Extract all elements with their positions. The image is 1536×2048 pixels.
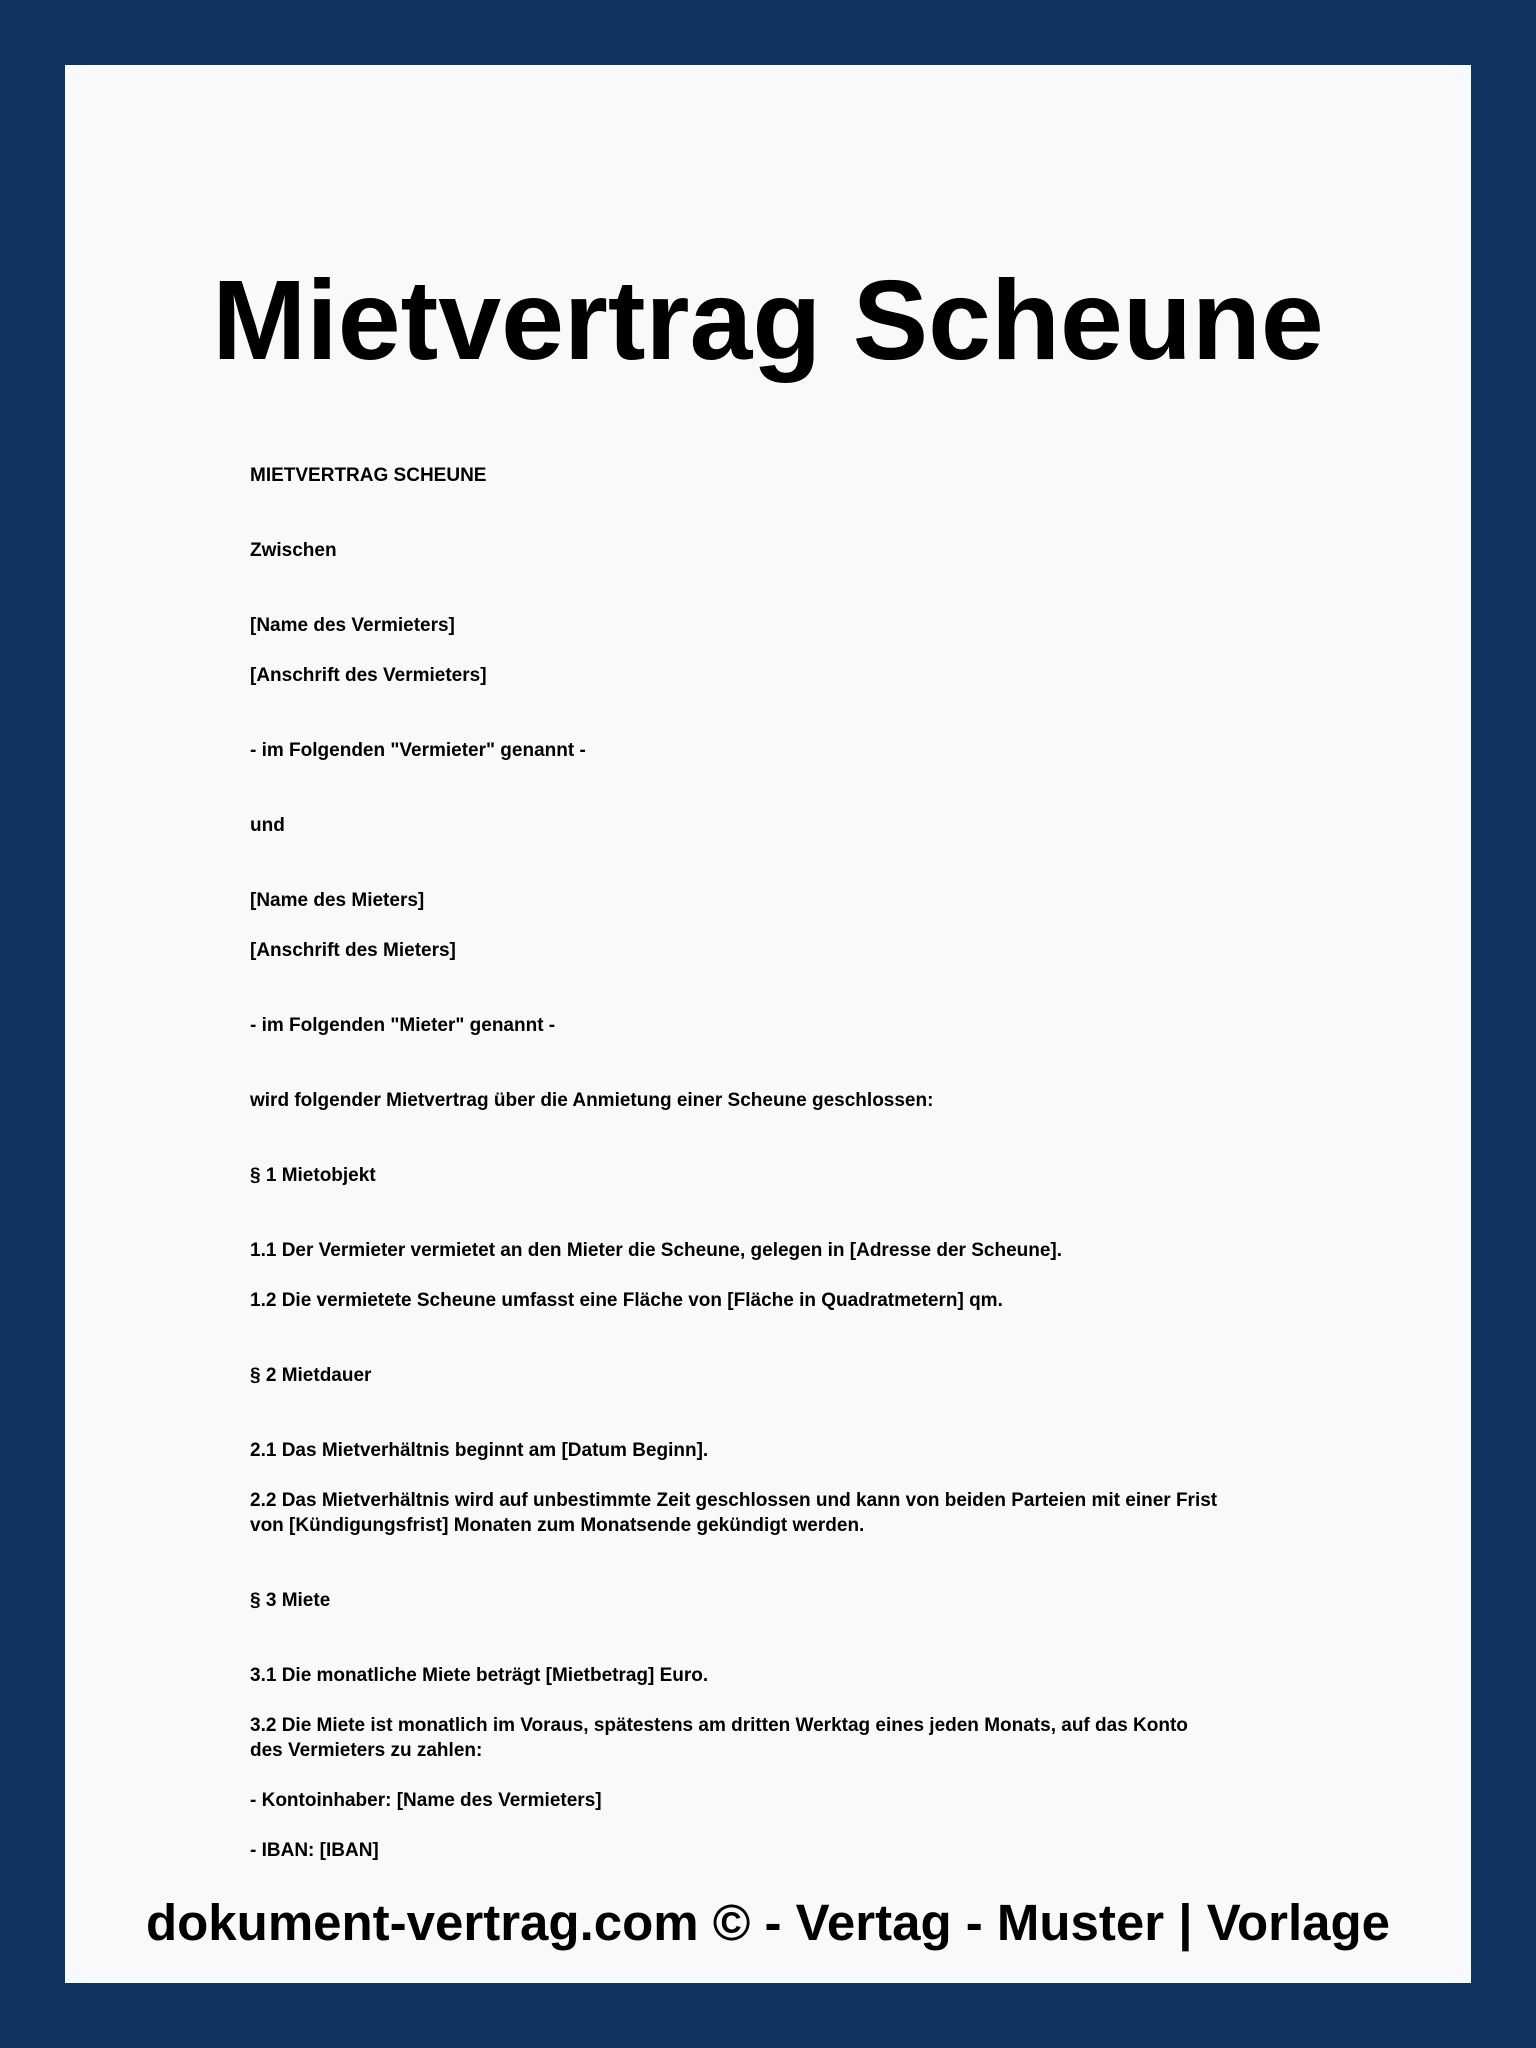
paragraph-line: Zwischen bbox=[250, 540, 337, 561]
paragraph-line: [Name des Mieters] bbox=[250, 890, 425, 911]
contract-heading: MIETVERTRAG SCHEUNE bbox=[250, 465, 487, 486]
paragraph-line: 2.2 Das Mietverhältnis wird auf unbestimmte Zeit geschlossen und kann von beiden Parteien mit einer Frist bbox=[250, 1490, 1218, 1511]
paragraph-line: 1.2 Die vermietete Scheune umfasst eine Fläche von [Fläche in Quadratmetern] qm. bbox=[250, 1290, 1003, 1311]
paragraph-line: [Anschrift des Mieters] bbox=[250, 940, 456, 961]
paragraph-line: des Vermieters zu zahlen: bbox=[250, 1740, 483, 1761]
footer-watermark: dokument-vertrag.com © - Vertag - Muster | Vorlage bbox=[146, 1894, 1390, 1951]
section-heading: § 1 Mietobjekt bbox=[250, 1165, 376, 1186]
document-title: Mietvertrag Scheune bbox=[212, 257, 1324, 383]
section-heading: § 3 Miete bbox=[250, 1590, 331, 1611]
paragraph-line: wird folgender Mietvertrag über die Anmietung einer Scheune geschlossen: bbox=[250, 1090, 934, 1111]
paragraph-line: und bbox=[250, 815, 285, 836]
paragraph-line: von [Kündigungsfrist] Monaten zum Monatsende gekündigt werden. bbox=[250, 1515, 865, 1536]
paragraph-line: - IBAN: [IBAN] bbox=[250, 1840, 379, 1861]
paragraph-line: - im Folgenden "Vermieter" genannt - bbox=[250, 740, 586, 761]
paragraph-line: 3.1 Die monatliche Miete beträgt [Mietbetrag] Euro. bbox=[250, 1665, 709, 1686]
paragraph-line: 2.1 Das Mietverhältnis beginnt am [Datum Beginn]. bbox=[250, 1440, 709, 1461]
paragraph-line: 1.1 Der Vermieter vermietet an den Mieter die Scheune, gelegen in [Adresse der Scheune]. bbox=[250, 1240, 1063, 1261]
document-page bbox=[65, 65, 1471, 1983]
paragraph-line: - im Folgenden "Mieter" genannt - bbox=[250, 1015, 556, 1036]
paragraph-line: - Kontoinhaber: [Name des Vermieters] bbox=[250, 1790, 602, 1811]
section-heading: § 2 Mietdauer bbox=[250, 1365, 372, 1386]
paragraph-line: 3.2 Die Miete ist monatlich im Voraus, spätestens am dritten Werktag eines jeden Monats, auf das Konto bbox=[250, 1715, 1188, 1736]
paragraph-line: [Name des Vermieters] bbox=[250, 615, 455, 636]
paragraph-line: [Anschrift des Vermieters] bbox=[250, 665, 487, 686]
